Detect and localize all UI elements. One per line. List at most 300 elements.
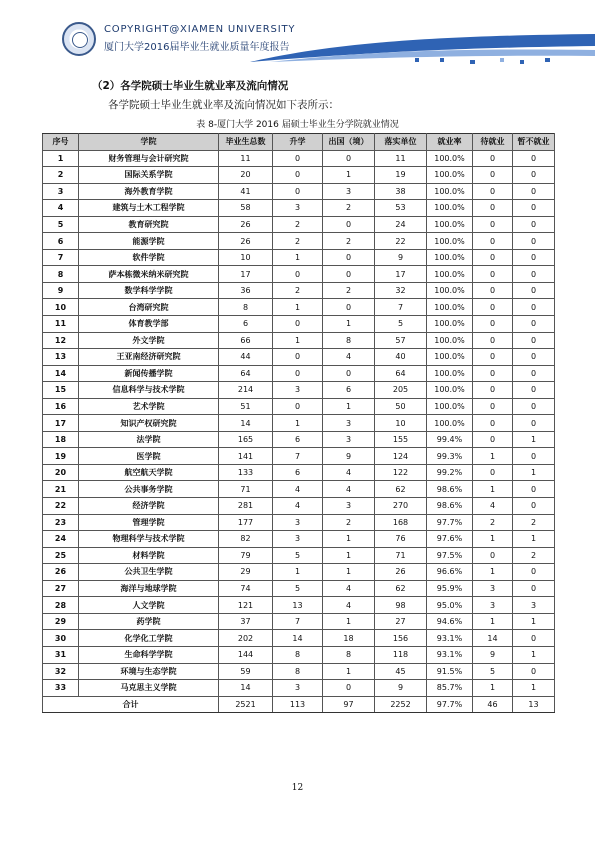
- table-cell: 0: [513, 150, 555, 167]
- table-cell: 0: [513, 398, 555, 415]
- table-cell: 26: [219, 216, 273, 233]
- table-cell: 98.6%: [427, 481, 473, 498]
- table-cell: 5: [273, 547, 323, 564]
- table-cell: 57: [375, 332, 427, 349]
- table-cell: 0: [273, 316, 323, 333]
- table-cell: 100.0%: [427, 349, 473, 366]
- table-cell: 4: [273, 481, 323, 498]
- table-cell: 0: [273, 398, 323, 415]
- table-cell: 0: [513, 365, 555, 382]
- table-cell: 2: [513, 514, 555, 531]
- college-name: 医学院: [79, 448, 219, 465]
- table-cell: 0: [513, 580, 555, 597]
- table-cell: 95.0%: [427, 597, 473, 614]
- row-index: 26: [43, 564, 79, 581]
- row-index: 13: [43, 349, 79, 366]
- table-cell: 4: [323, 464, 375, 481]
- table-cell: 7: [273, 448, 323, 465]
- college-name: 财务管理与会计研究院: [79, 150, 219, 167]
- table-cell: 18: [323, 630, 375, 647]
- college-name: 马克思主义学院: [79, 680, 219, 697]
- table-cell: 1: [323, 398, 375, 415]
- table-row: [43, 299, 555, 316]
- table-cell: 97.6%: [427, 531, 473, 548]
- row-index: 3: [43, 183, 79, 200]
- college-name: 药学院: [79, 613, 219, 630]
- table-cell: 3: [323, 415, 375, 432]
- table-cell: 0: [513, 299, 555, 316]
- table-cell: 165: [219, 431, 273, 448]
- table-cell: 98.6%: [427, 498, 473, 515]
- table-cell: 0: [473, 233, 513, 250]
- row-index: 12: [43, 332, 79, 349]
- table-cell: 95.9%: [427, 580, 473, 597]
- table-cell: 0: [513, 183, 555, 200]
- table-caption: 表 8-厦门大学 2016 届硕士毕业生分学院就业情况: [196, 120, 399, 130]
- table-cell: 3: [273, 514, 323, 531]
- table-cell: 202: [219, 630, 273, 647]
- table-cell: 36: [219, 282, 273, 299]
- section-intro: 各学院硕士毕业生就业率及流向情况如下表所示：: [108, 99, 339, 111]
- table-cell: 8: [273, 646, 323, 663]
- table-cell: 14: [219, 680, 273, 697]
- table-cell: 1: [513, 464, 555, 481]
- table-cell: 14: [273, 630, 323, 647]
- row-index: 9: [43, 282, 79, 299]
- table-cell: 0: [473, 200, 513, 217]
- table-cell: 24: [375, 216, 427, 233]
- table-cell: 5: [273, 580, 323, 597]
- table-cell: 100.0%: [427, 316, 473, 333]
- page-header: [0, 0, 595, 70]
- table-cell: 2: [473, 514, 513, 531]
- table-cell: 1: [323, 167, 375, 184]
- table-cell: 3: [473, 597, 513, 614]
- table-cell: 14: [219, 415, 273, 432]
- table-cell: 0: [473, 266, 513, 283]
- table-cell: 7: [375, 299, 427, 316]
- row-index: 33: [43, 680, 79, 697]
- row-index: 4: [43, 200, 79, 217]
- university-seal-icon: [62, 22, 96, 56]
- table-cell: 100.0%: [427, 200, 473, 217]
- table-cell: 10: [219, 249, 273, 266]
- row-index: 8: [43, 266, 79, 283]
- table-cell: 0: [473, 415, 513, 432]
- table-cell: 99.2%: [427, 464, 473, 481]
- row-index: 29: [43, 613, 79, 630]
- table-row: [43, 646, 555, 663]
- table-cell: 0: [513, 167, 555, 184]
- college-name: 王亚南经济研究院: [79, 349, 219, 366]
- table-cell: 41: [219, 183, 273, 200]
- page-number: 12: [291, 783, 304, 793]
- table-cell: 3: [323, 498, 375, 515]
- column-header: 出国（境）: [323, 134, 375, 151]
- college-name: 建筑与土木工程学院: [79, 200, 219, 217]
- table-cell: 1: [513, 646, 555, 663]
- table-cell: 45: [375, 663, 427, 680]
- table-cell: 79: [219, 547, 273, 564]
- table-cell: 38: [375, 183, 427, 200]
- table-row: [43, 266, 555, 283]
- table-row: [43, 597, 555, 614]
- table-cell: 0: [273, 167, 323, 184]
- row-index: 30: [43, 630, 79, 647]
- table-cell: 0: [513, 233, 555, 250]
- table-cell: 62: [375, 481, 427, 498]
- table-cell: 2: [323, 282, 375, 299]
- table-cell: 0: [473, 547, 513, 564]
- total-cell: 97.7%: [427, 696, 473, 713]
- table-cell: 1: [473, 481, 513, 498]
- employment-table: [42, 133, 555, 713]
- column-header: 升学: [273, 134, 323, 151]
- table-cell: 0: [323, 249, 375, 266]
- table-cell: 0: [273, 365, 323, 382]
- table-cell: 71: [219, 481, 273, 498]
- table-cell: 4: [323, 580, 375, 597]
- table-cell: 3: [323, 431, 375, 448]
- table-cell: 7: [273, 613, 323, 630]
- college-name: 材料学院: [79, 547, 219, 564]
- table-cell: 0: [473, 150, 513, 167]
- table-cell: 3: [273, 382, 323, 399]
- table-cell: 1: [323, 531, 375, 548]
- table-cell: 99.3%: [427, 448, 473, 465]
- college-name: 化学化工学院: [79, 630, 219, 647]
- row-index: 18: [43, 431, 79, 448]
- table-cell: 1: [273, 299, 323, 316]
- table-cell: 8: [323, 332, 375, 349]
- table-cell: 11: [219, 150, 273, 167]
- table-cell: 0: [513, 382, 555, 399]
- table-cell: 27: [375, 613, 427, 630]
- table-cell: 0: [513, 498, 555, 515]
- table-cell: 100.0%: [427, 299, 473, 316]
- table-cell: 0: [513, 630, 555, 647]
- table-cell: 94.6%: [427, 613, 473, 630]
- table-cell: 17: [375, 266, 427, 283]
- table-cell: 50: [375, 398, 427, 415]
- table-row: [43, 316, 555, 333]
- college-name: 生命科学学院: [79, 646, 219, 663]
- table-cell: 0: [513, 564, 555, 581]
- table-row: [43, 216, 555, 233]
- row-index: 27: [43, 580, 79, 597]
- table-cell: 3: [473, 580, 513, 597]
- table-cell: 76: [375, 531, 427, 548]
- row-index: 31: [43, 646, 79, 663]
- table-cell: 100.0%: [427, 249, 473, 266]
- table-cell: 96.6%: [427, 564, 473, 581]
- table-row: [43, 481, 555, 498]
- college-name: 知识产权研究院: [79, 415, 219, 432]
- table-cell: 8: [219, 299, 273, 316]
- table-cell: 0: [513, 316, 555, 333]
- row-index: 1: [43, 150, 79, 167]
- college-name: 数学科学学院: [79, 282, 219, 299]
- table-cell: 100.0%: [427, 150, 473, 167]
- table-row: [43, 580, 555, 597]
- row-index: 5: [43, 216, 79, 233]
- row-index: 19: [43, 448, 79, 465]
- table-cell: 0: [513, 200, 555, 217]
- table-cell: 0: [473, 365, 513, 382]
- row-index: 23: [43, 514, 79, 531]
- college-name: 人文学院: [79, 597, 219, 614]
- table-cell: 93.1%: [427, 646, 473, 663]
- row-index: 20: [43, 464, 79, 481]
- college-name: 法学院: [79, 431, 219, 448]
- table-cell: 0: [513, 332, 555, 349]
- row-index: 7: [43, 249, 79, 266]
- table-cell: 1: [513, 680, 555, 697]
- table-cell: 66: [219, 332, 273, 349]
- table-row: [43, 448, 555, 465]
- table-row: [43, 150, 555, 167]
- table-cell: 1: [473, 680, 513, 697]
- table-cell: 0: [513, 349, 555, 366]
- table-cell: 71: [375, 547, 427, 564]
- table-cell: 0: [513, 663, 555, 680]
- table-row: [43, 249, 555, 266]
- table-cell: 19: [375, 167, 427, 184]
- college-name: 艺术学院: [79, 398, 219, 415]
- table-cell: 2: [273, 233, 323, 250]
- table-cell: 122: [375, 464, 427, 481]
- table-cell: 100.0%: [427, 332, 473, 349]
- college-name: 管理学院: [79, 514, 219, 531]
- table-cell: 17: [219, 266, 273, 283]
- table-cell: 85.7%: [427, 680, 473, 697]
- total-cell: 13: [513, 696, 555, 713]
- row-index: 11: [43, 316, 79, 333]
- table-row: [43, 415, 555, 432]
- column-header: 暂不就业: [513, 134, 555, 151]
- table-cell: 0: [473, 332, 513, 349]
- column-header: 学院: [79, 134, 219, 151]
- total-cell: 2521: [219, 696, 273, 713]
- total-cell: 113: [273, 696, 323, 713]
- table-cell: 9: [375, 249, 427, 266]
- table-cell: 3: [273, 680, 323, 697]
- table-cell: 4: [323, 597, 375, 614]
- table-cell: 0: [323, 266, 375, 283]
- college-name: 海外教育学院: [79, 183, 219, 200]
- college-name: 物理科学与技术学院: [79, 531, 219, 548]
- college-name: 环境与生态学院: [79, 663, 219, 680]
- table-cell: 0: [323, 150, 375, 167]
- table-cell: 0: [323, 216, 375, 233]
- table-cell: 3: [513, 597, 555, 614]
- table-cell: 4: [323, 349, 375, 366]
- row-index: 22: [43, 498, 79, 515]
- college-name: 经济学院: [79, 498, 219, 515]
- table-cell: 4: [323, 481, 375, 498]
- table-cell: 270: [375, 498, 427, 515]
- table-cell: 100.0%: [427, 365, 473, 382]
- table-row: [43, 183, 555, 200]
- table-cell: 1: [273, 564, 323, 581]
- table-cell: 5: [375, 316, 427, 333]
- table-cell: 3: [273, 531, 323, 548]
- table-header-row: [43, 134, 555, 151]
- table-row: [43, 200, 555, 217]
- table-cell: 37: [219, 613, 273, 630]
- table-cell: 32: [375, 282, 427, 299]
- table-cell: 9: [323, 448, 375, 465]
- table-row: [43, 282, 555, 299]
- table-cell: 9: [473, 646, 513, 663]
- table-cell: 40: [375, 349, 427, 366]
- table-cell: 0: [273, 183, 323, 200]
- table-row: [43, 613, 555, 630]
- table-cell: 0: [273, 266, 323, 283]
- column-header: 序号: [43, 134, 79, 151]
- table-cell: 2: [273, 282, 323, 299]
- table-row: [43, 398, 555, 415]
- table-cell: 168: [375, 514, 427, 531]
- table-cell: 177: [219, 514, 273, 531]
- copyright-text: COPYRIGHT@XIAMEN UNIVERSITY: [104, 24, 296, 35]
- table-cell: 2: [273, 216, 323, 233]
- table-cell: 26: [375, 564, 427, 581]
- table-row: [43, 464, 555, 481]
- table-cell: 4: [273, 498, 323, 515]
- table-cell: 0: [273, 150, 323, 167]
- table-cell: 0: [273, 349, 323, 366]
- table-cell: 100.0%: [427, 167, 473, 184]
- college-name: 航空航天学院: [79, 464, 219, 481]
- table-cell: 62: [375, 580, 427, 597]
- table-cell: 82: [219, 531, 273, 548]
- table-cell: 100.0%: [427, 266, 473, 283]
- college-name: 教育研究院: [79, 216, 219, 233]
- table-cell: 0: [513, 481, 555, 498]
- table-cell: 0: [473, 349, 513, 366]
- table-cell: 133: [219, 464, 273, 481]
- college-name: 软件学院: [79, 249, 219, 266]
- table-cell: 1: [513, 531, 555, 548]
- column-header: 就业率: [427, 134, 473, 151]
- table-cell: 93.1%: [427, 630, 473, 647]
- section-heading: （2）各学院硕士毕业生就业率及流向情况: [92, 80, 289, 92]
- table-cell: 0: [513, 448, 555, 465]
- table-row: [43, 564, 555, 581]
- table-cell: 0: [513, 249, 555, 266]
- college-name: 公共卫生学院: [79, 564, 219, 581]
- report-subtitle: 厦门大学2016届毕业生就业质量年度报告: [104, 42, 290, 53]
- table-cell: 0: [473, 431, 513, 448]
- table-cell: 100.0%: [427, 216, 473, 233]
- table-cell: 6: [323, 382, 375, 399]
- table-cell: 118: [375, 646, 427, 663]
- table-cell: 3: [273, 200, 323, 217]
- table-cell: 1: [323, 613, 375, 630]
- table-cell: 1: [473, 531, 513, 548]
- table-cell: 0: [323, 680, 375, 697]
- table-cell: 1: [323, 547, 375, 564]
- table-cell: 214: [219, 382, 273, 399]
- table-cell: 205: [375, 382, 427, 399]
- table-cell: 0: [513, 216, 555, 233]
- table-cell: 0: [473, 167, 513, 184]
- table-row: [43, 167, 555, 184]
- table-cell: 20: [219, 167, 273, 184]
- table-cell: 1: [513, 613, 555, 630]
- college-name: 外文学院: [79, 332, 219, 349]
- table-cell: 156: [375, 630, 427, 647]
- table-cell: 0: [513, 282, 555, 299]
- table-cell: 0: [323, 299, 375, 316]
- table-cell: 64: [375, 365, 427, 382]
- table-cell: 44: [219, 349, 273, 366]
- table-cell: 1: [473, 448, 513, 465]
- table-row: [43, 514, 555, 531]
- table-row: [43, 680, 555, 697]
- table-row: [43, 498, 555, 515]
- table-row: [43, 547, 555, 564]
- table-cell: 0: [473, 398, 513, 415]
- row-index: 25: [43, 547, 79, 564]
- table-cell: 59: [219, 663, 273, 680]
- table-row: [43, 233, 555, 250]
- total-cell: 46: [473, 696, 513, 713]
- row-index: 6: [43, 233, 79, 250]
- college-name: 公共事务学院: [79, 481, 219, 498]
- table-cell: 13: [273, 597, 323, 614]
- table-row: [43, 332, 555, 349]
- table-cell: 8: [273, 663, 323, 680]
- table-cell: 6: [273, 431, 323, 448]
- table-cell: 0: [473, 382, 513, 399]
- table-cell: 0: [513, 415, 555, 432]
- table-row: [43, 630, 555, 647]
- row-index: 17: [43, 415, 79, 432]
- row-index: 14: [43, 365, 79, 382]
- table-cell: 100.0%: [427, 415, 473, 432]
- table-cell: 0: [473, 216, 513, 233]
- table-cell: 1: [323, 663, 375, 680]
- table-cell: 2: [323, 514, 375, 531]
- row-index: 32: [43, 663, 79, 680]
- table-cell: 1: [473, 564, 513, 581]
- column-header: 落实单位: [375, 134, 427, 151]
- table-cell: 2: [513, 547, 555, 564]
- table-cell: 74: [219, 580, 273, 597]
- table-cell: 5: [473, 663, 513, 680]
- table-cell: 1: [273, 332, 323, 349]
- table-cell: 22: [375, 233, 427, 250]
- table-cell: 53: [375, 200, 427, 217]
- table-row: [43, 382, 555, 399]
- table-cell: 14: [473, 630, 513, 647]
- table-cell: 2: [323, 233, 375, 250]
- table-cell: 1: [273, 249, 323, 266]
- college-name: 体育教学部: [79, 316, 219, 333]
- table-cell: 124: [375, 448, 427, 465]
- row-index: 28: [43, 597, 79, 614]
- table-cell: 51: [219, 398, 273, 415]
- table-cell: 1: [473, 613, 513, 630]
- table-cell: 144: [219, 646, 273, 663]
- table-cell: 6: [219, 316, 273, 333]
- table-cell: 98: [375, 597, 427, 614]
- table-cell: 100.0%: [427, 233, 473, 250]
- table-cell: 0: [513, 266, 555, 283]
- table-row: [43, 531, 555, 548]
